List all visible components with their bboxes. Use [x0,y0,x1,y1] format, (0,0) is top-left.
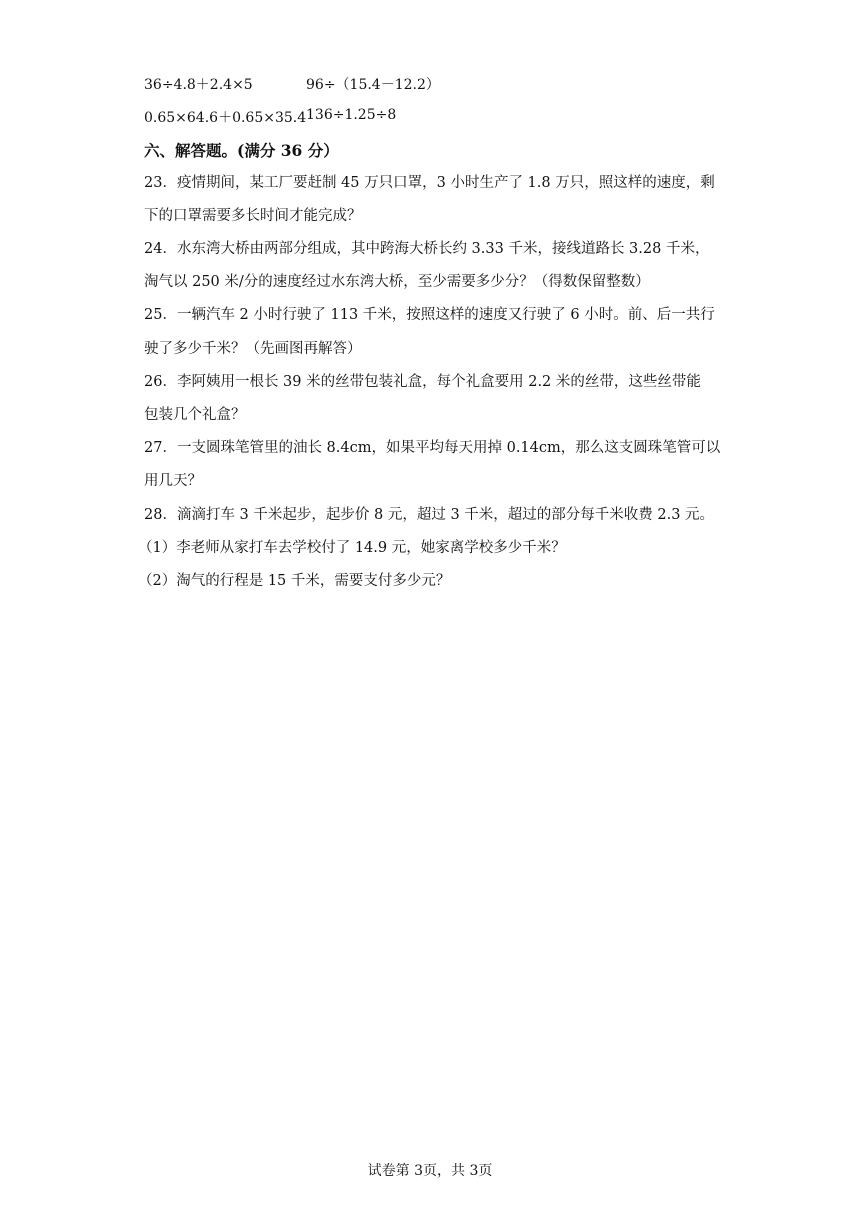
page-footer: 试卷第 3页，共 3页 [367,1163,493,1179]
calc-expression-3: 0.65×64.6＋0.65×35.4 [144,110,307,126]
problem-27-line-1: 27．一支圆珠笔管里的油长 8.4cm，如果平均每天用掉 0.14cm，那么这支圆珠笔管可以 [144,440,721,456]
problem-26-line-1: 26．李阿姨用一根长 39 米的丝带包装礼盒，每个礼盒要用 2.2 米的丝带，这些丝带能 [144,374,701,390]
problem-23-line-2: 下的口罩需要多长时间才能完成？ [144,208,362,224]
problem-25-line-1: 25．一辆汽车 2 小时行驶了 113 千米，按照这样的速度又行驶了 6 小时。前、后一共行 [144,307,715,323]
section-title: 六、解答题。(满分 36 分） [144,141,339,160]
problem-26-line-2: 包装几个礼盒？ [144,407,246,423]
problem-25-line-2: 驶了多少千米？（先画图再解答） [144,341,362,357]
problem-24-line-1: 24．水东湾大桥由两部分组成，其中跨海大桥长约 3.33 千米，接线道路长 3.28 千米， [144,241,710,257]
problem-28-subquestion-2: （2）淘气的行程是 15 千米，需要支付多少元？ [138,573,451,589]
calc-expression-2: 96÷（15.4－12.2） [306,77,440,93]
problem-24-line-2: 淘气以 250 米/分的速度经过水东湾大桥，至少需要多少分？（得数保留整数） [144,274,650,290]
problem-27-line-2: 用几天？ [144,473,202,489]
problem-28-subquestion-1: （1）李老师从家打车去学校付了 14.9 元，她家离学校多少千米？ [138,540,566,556]
calc-expression-1: 36÷4.8＋2.4×5 [144,77,253,93]
calc-expression-4: 136÷1.25÷8 [306,107,397,123]
problem-23-line-1: 23．疫情期间，某工厂要赶制 45 万只口罩，3 小时生产了 1.8 万只，照这样的速度，剩 [144,175,715,191]
problem-28-line-1: 28．滴滴打车 3 千米起步，起步价 8 元，超过 3 千米，超过的部分每千米收费 2.3 元。 [144,507,715,523]
